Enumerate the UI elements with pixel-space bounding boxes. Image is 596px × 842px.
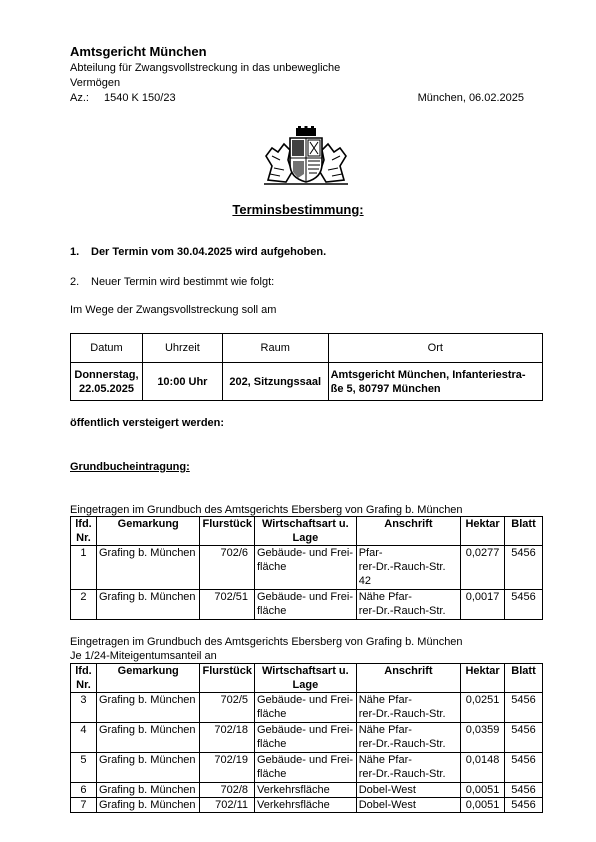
column-header <box>71 517 97 546</box>
anschrift-line: rer-Dr.-Rauch-Str. <box>358 561 446 573</box>
blatt-cell: 5456 <box>505 798 543 813</box>
anschrift-line: rer-Dr.-Rauch-Str. <box>358 768 446 780</box>
table-header-row <box>71 664 543 693</box>
date-cell <box>71 363 143 401</box>
column-header: Blatt <box>505 517 543 546</box>
lfd-nr-cell: 6 <box>71 783 97 798</box>
wirtschaftsart-line: fläche <box>257 738 287 750</box>
item-number: 1. <box>70 246 80 258</box>
header-line: Lage <box>292 532 319 544</box>
flurstueck-cell: 702/5 <box>200 693 255 723</box>
column-header: Hektar <box>461 517 505 546</box>
header-line: Nr. <box>76 679 91 691</box>
location-line: ße 5, 80797 München <box>330 382 441 395</box>
room-cell: 202, Sitzungssaal <box>222 363 328 401</box>
table-header-row <box>71 517 543 546</box>
anschrift-cell <box>356 753 460 783</box>
column-header: Raum <box>222 334 328 363</box>
anschrift-cell <box>356 590 460 620</box>
flurstueck-cell: 702/51 <box>200 590 255 620</box>
header-line: Wirtschaftsart u. <box>262 518 349 530</box>
weekday: Donnerstag, <box>74 368 139 381</box>
intro-text: Im Wege der Zwangsvollstreckung soll am <box>70 304 277 316</box>
gemarkung-cell: Grafing b. München <box>96 753 200 783</box>
column-header: Flurstück <box>200 664 255 693</box>
column-header: Datum <box>71 334 143 363</box>
wirtschaftsart-cell <box>255 590 357 620</box>
flurstueck-cell: 702/8 <box>200 783 255 798</box>
anschrift-cell <box>356 723 460 753</box>
gemarkung-cell: Grafing b. München <box>96 798 200 813</box>
hektar-cell: 0,0051 <box>461 783 505 798</box>
register-caption: Eingetragen im Grundbuch des Amtsgerichts Ebersberg von Grafing b. München <box>70 504 463 516</box>
anschrift-cell: Dobel-West <box>356 798 460 813</box>
anschrift-line: rer-Dr.-Rauch-Str. <box>358 708 446 720</box>
land-register-table <box>70 516 543 620</box>
flurstueck-cell: 702/18 <box>200 723 255 753</box>
table-row <box>71 693 543 723</box>
document-title: Terminsbestimmung: <box>232 202 364 217</box>
section-heading: Grundbucheintragung: <box>70 461 190 473</box>
blatt-cell: 5456 <box>505 723 543 753</box>
table-header-row <box>71 334 543 363</box>
wirtschaftsart-cell: Verkehrsfläche <box>255 783 357 798</box>
table-row <box>71 363 543 401</box>
lfd-nr-cell: 7 <box>71 798 97 813</box>
blatt-cell: 5456 <box>505 590 543 620</box>
wirtschaftsart-line: fläche <box>257 605 287 617</box>
place-date: München, 06.02.2025 <box>417 92 524 104</box>
wirtschaftsart-line: fläche <box>257 768 287 780</box>
anschrift-line: Nähe Pfar- <box>358 724 412 736</box>
location-line: Amtsgericht München, Infanteriestra- <box>330 368 526 381</box>
column-header <box>255 517 357 546</box>
anschrift-line: rer-Dr.-Rauch-Str. <box>358 605 446 617</box>
blatt-cell: 5456 <box>505 783 543 798</box>
location-cell <box>328 363 542 401</box>
hektar-cell: 0,0359 <box>461 723 505 753</box>
table-row <box>71 546 543 590</box>
flurstueck-cell: 702/11 <box>200 798 255 813</box>
wirtschaftsart-line: fläche <box>257 708 287 720</box>
header-line: Nr. <box>76 532 91 544</box>
land-register-table <box>70 663 543 813</box>
gemarkung-cell: Grafing b. München <box>96 590 200 620</box>
column-header: Flurstück <box>200 517 255 546</box>
case-number-label: Az.: <box>70 92 89 104</box>
column-header: Gemarkung <box>96 664 200 693</box>
case-number: 1540 K 150/23 <box>104 92 176 104</box>
wirtschaftsart-line: Gebäude- und Frei- <box>257 694 353 706</box>
column-header: Ort <box>328 334 542 363</box>
column-header <box>71 664 97 693</box>
header-line: Lage <box>292 679 319 691</box>
column-header <box>255 664 357 693</box>
column-header: Blatt <box>505 664 543 693</box>
wirtschaftsart-cell: Verkehrsfläche <box>255 798 357 813</box>
blatt-cell: 5456 <box>505 693 543 723</box>
header-line: lfd. <box>75 665 92 677</box>
gemarkung-cell: Grafing b. München <box>96 546 200 590</box>
appointment-table <box>70 333 543 401</box>
share-text: Je 1/24-Miteigentumsanteil an <box>70 650 217 662</box>
wirtschaftsart-line: Gebäude- und Frei- <box>257 754 353 766</box>
bavarian-coat-of-arms-icon <box>262 126 350 186</box>
lfd-nr-cell: 5 <box>71 753 97 783</box>
hektar-cell: 0,0277 <box>461 546 505 590</box>
lfd-nr-cell: 3 <box>71 693 97 723</box>
hektar-cell: 0,0051 <box>461 798 505 813</box>
anschrift-line: Nähe Pfar- <box>358 754 412 766</box>
hektar-cell: 0,0251 <box>461 693 505 723</box>
register-caption: Eingetragen im Grundbuch des Amtsgerichts Ebersberg von Grafing b. München <box>70 636 463 648</box>
column-header: Anschrift <box>356 517 460 546</box>
wirtschaftsart-line: Gebäude- und Frei- <box>257 547 353 559</box>
gemarkung-cell: Grafing b. München <box>96 693 200 723</box>
table-row <box>71 753 543 783</box>
column-header: Uhrzeit <box>142 334 222 363</box>
anschrift-line: rer-Dr.-Rauch-Str. <box>358 738 446 750</box>
header-line: lfd. <box>75 518 92 530</box>
anschrift-line: 42 <box>358 575 371 587</box>
gemarkung-cell: Grafing b. München <box>96 783 200 798</box>
table-row <box>71 783 543 798</box>
hektar-cell: 0,0017 <box>461 590 505 620</box>
department-name: Abteilung für Zwangsvollstreckung in das unbewegliche Vermögen <box>70 62 341 89</box>
wirtschaftsart-cell <box>255 753 357 783</box>
table-row <box>71 723 543 753</box>
item-number: 2. <box>70 276 80 288</box>
anschrift-cell <box>356 693 460 723</box>
column-header: Gemarkung <box>96 517 200 546</box>
anschrift-line: Nähe Pfar- <box>358 591 412 603</box>
anschrift-line: Pfar- <box>358 547 383 559</box>
wirtschaftsart-line: Gebäude- und Frei- <box>257 591 353 603</box>
column-header: Hektar <box>461 664 505 693</box>
lfd-nr-cell: 2 <box>71 590 97 620</box>
wirtschaftsart-line: Gebäude- und Frei- <box>257 724 353 736</box>
table-row <box>71 798 543 813</box>
anschrift-cell: Dobel-West <box>356 783 460 798</box>
wirtschaftsart-cell <box>255 693 357 723</box>
gemarkung-cell: Grafing b. München <box>96 723 200 753</box>
lfd-nr-cell: 4 <box>71 723 97 753</box>
item-text: Der Termin vom 30.04.2025 wird aufgehoben. <box>91 246 327 258</box>
blatt-cell: 5456 <box>505 546 543 590</box>
auction-text: öffentlich versteigert werden: <box>70 417 225 429</box>
flurstueck-cell: 702/19 <box>200 753 255 783</box>
time-cell: 10:00 Uhr <box>142 363 222 401</box>
date: 22.05.2025 <box>78 382 135 395</box>
wirtschaftsart-cell <box>255 546 357 590</box>
blatt-cell: 5456 <box>505 753 543 783</box>
table-row <box>71 590 543 620</box>
wirtschaftsart-cell <box>255 723 357 753</box>
header-line: Wirtschaftsart u. <box>262 665 349 677</box>
anschrift-line: Nähe Pfar- <box>358 694 412 706</box>
hektar-cell: 0,0148 <box>461 753 505 783</box>
item-text: Neuer Termin wird bestimmt wie folgt: <box>91 276 275 288</box>
anschrift-cell <box>356 546 460 590</box>
column-header: Anschrift <box>356 664 460 693</box>
lfd-nr-cell: 1 <box>71 546 97 590</box>
flurstueck-cell: 702/6 <box>200 546 255 590</box>
wirtschaftsart-line: fläche <box>257 561 287 573</box>
court-name: Amtsgericht München <box>70 44 207 59</box>
